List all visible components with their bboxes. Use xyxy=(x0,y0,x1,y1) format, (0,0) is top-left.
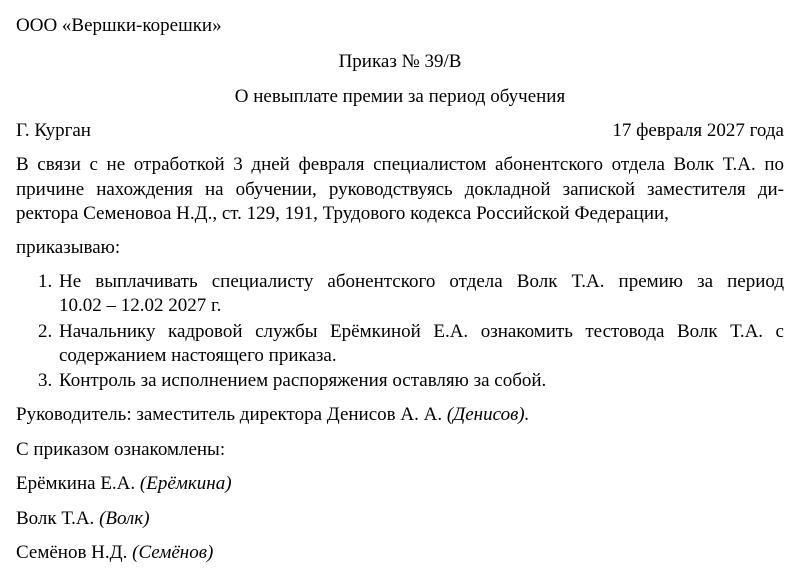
signatory-line xyxy=(16,541,213,565)
list-item-text: Начальнику кадровой службы Ерёмкиной Е.А. ознакомить тестовода Волк Т.А. с xyxy=(59,321,784,342)
list-item xyxy=(16,320,784,368)
signatory-signature: (Ерёмкина) xyxy=(139,473,232,494)
order-word: приказываю: xyxy=(16,237,121,258)
signatory-signature: (Волк) xyxy=(99,508,150,529)
list-item-text-continued: 10.02 – 12.02 2027 г. xyxy=(59,295,222,316)
head-label: Руководитель: заместитель директора Денисов А. А. xyxy=(16,404,443,425)
list-item-text: Не выплачивать специалисту абонентского отдела Волк Т.А. премию за период xyxy=(59,271,784,292)
signatory-line xyxy=(16,472,232,496)
preamble-line-1: В связи с не отработкой 3 дней февраля специалистом абонентского отдела Волк Т.А. по xyxy=(16,154,784,175)
signatory-name: Волк Т.А. xyxy=(16,508,95,529)
preamble-line-2: причине нахождения на обучении, руководствуясь докладной запиской заместителя ди- xyxy=(16,179,784,200)
signatory-line xyxy=(16,507,150,531)
signatory-name: Семёнов Н.Д. xyxy=(16,542,128,563)
head-signature-line xyxy=(16,403,529,427)
preamble-line-3: ректора Семеновоа Н.Д., ст. 129, 191, Трудового кодекса Российской Федерации, xyxy=(16,203,669,224)
city: Г. Курган xyxy=(16,120,91,141)
order-number: Приказ № 39/В xyxy=(338,51,462,72)
company-name: ООО «Вершки-корешки» xyxy=(16,15,222,36)
order-subject: О невыплате премии за период обучения xyxy=(234,86,566,107)
list-item-number: 3. xyxy=(38,370,53,391)
list-item-number: 1. xyxy=(38,271,53,292)
list-item-number: 2. xyxy=(38,321,53,342)
place-date-row xyxy=(16,119,784,143)
order-date: 17 февраля 2027 года xyxy=(612,120,784,141)
head-signature: (Денисов). xyxy=(446,404,530,425)
acquainted-label: С приказом ознакомлены: xyxy=(16,439,226,460)
list-item xyxy=(16,369,784,393)
signatory-name: Ерёмкина Е.А. xyxy=(16,473,136,494)
list-item-text-continued: содержанием настоящего приказа. xyxy=(59,345,337,366)
signatory-signature: (Семёнов) xyxy=(132,542,214,563)
list-item xyxy=(16,270,784,318)
list-item-text: Контроль за исполнением распоряжения оставляю за собой. xyxy=(59,370,547,391)
